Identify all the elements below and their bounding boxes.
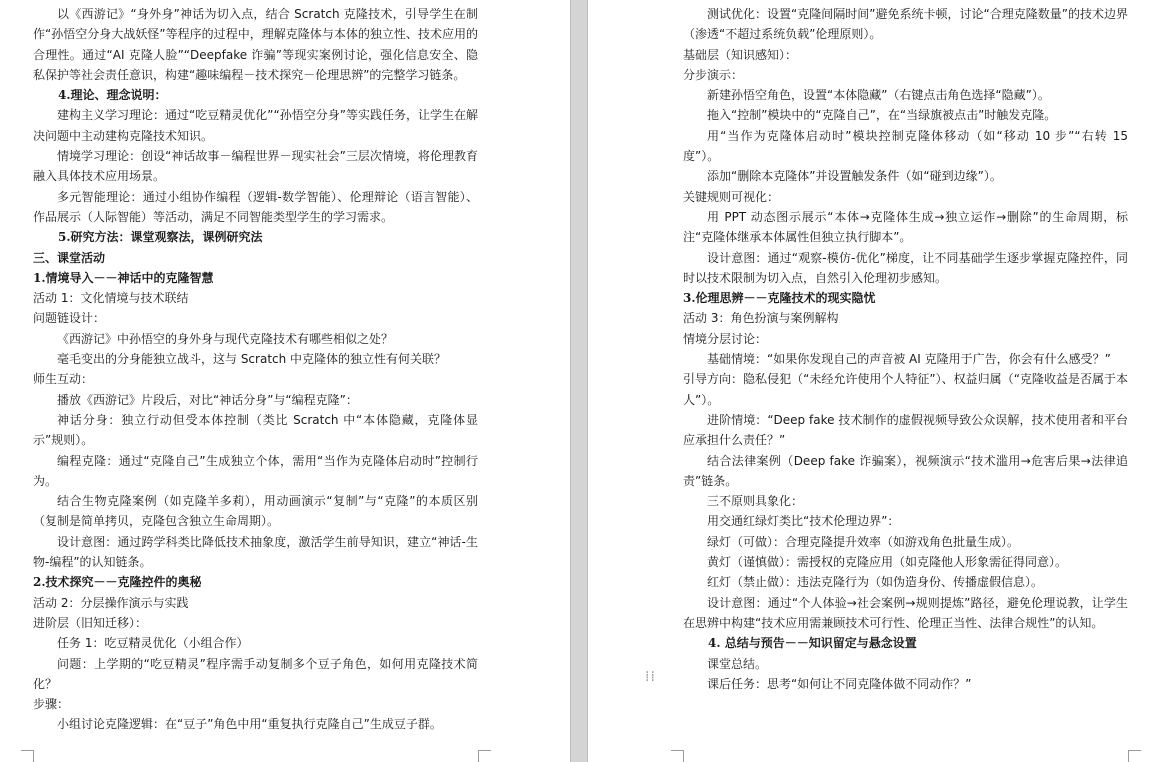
paragraph: 绿灯（可做）：合理克隆提升效率（如游戏角色批量生成）。 bbox=[707, 534, 1020, 549]
section-heading: 5.研究方法：课堂观察法，课例研究法 bbox=[58, 230, 263, 245]
paragraph: 步骤： bbox=[33, 697, 70, 712]
paragraph: 活动 1：文化情境与技术联结 bbox=[33, 291, 189, 306]
crop-mark bbox=[21, 750, 34, 762]
paragraph: 情境分层讨论： bbox=[683, 331, 768, 346]
paragraph: 设计意图：通过跨学科类比降低技术抽象度，激活学生前导知识，建立“神话-生物-编程”的认知链条。 bbox=[33, 534, 478, 570]
paragraph: 进阶情境：“Deep fake 技术制作的虚假视频导致公众误解，技术使用者和平台应承担什么责任？” bbox=[683, 412, 1128, 448]
paragraph: 编程克隆：通过“克隆自己”生成独立个体，需用“当作为克隆体启动时”控制行为。 bbox=[33, 453, 478, 488]
paragraph: 结合法律案例（Deep fake 诈骗案），视频演示“技术滥用→危害后果→法律追责”链条。 bbox=[683, 453, 1128, 488]
paragraph: 多元智能理论：通过小组协作编程（逻辑-数学智能）、伦理辩论（语言智能）、作品展示（人际智能）等活动，满足不同智能类型学生的学习需求。 bbox=[33, 189, 478, 224]
paragraph: 课堂总结。 bbox=[707, 656, 768, 671]
paragraph: 三不原则具象化： bbox=[707, 494, 804, 509]
paragraph: 关键规则可视化： bbox=[683, 189, 780, 204]
paragraph: 建构主义学习理论：通过“吃豆精灵优化”“孙悟空分身”等实践任务，让学生在解决问题中主动建构克隆技术知识。 bbox=[33, 108, 478, 143]
paragraph: 新建孙悟空角色，设置“本体隐藏”（右键点击角色选择“隐藏”）。 bbox=[707, 88, 1050, 103]
crop-mark bbox=[478, 750, 491, 762]
page-gutter bbox=[570, 0, 588, 762]
paragraph: 设计意图：通过“个人体验→社会案例→规则提炼”路径，避免伦理说教，让学生在思辨中构建“技术应用需兼顾技术可行性、伦理正当性、法律合规性”的认知。 bbox=[683, 595, 1128, 630]
section-heading: 1.情境导入－－神话中的克隆智慧 bbox=[33, 270, 214, 285]
paragraph: 拖入“控制”模块中的“克隆自己”，在“当绿旗被点击”时触发克隆。 bbox=[707, 108, 1057, 123]
paragraph: 活动 2：分层操作演示与实践 bbox=[33, 595, 189, 610]
paragraph: 引导方向：隐私侵犯（“未经允许使用个人特征”）、权益归属（“克隆收益是否属于本人”）。 bbox=[683, 372, 1128, 407]
document-page-right bbox=[588, 0, 1175, 762]
paragraph: 结合生物克隆案例（如克隆羊多莉），用动画演示“复制”与“克隆”的本质区别（复制是简单拷贝，克隆包含独立生命周期）。 bbox=[33, 494, 478, 529]
paragraph: 毫毛变出的分身能独立战斗，这与 Scratch 中克隆体的独立性有何关联？ bbox=[57, 352, 447, 367]
paragraph: 播放《西游记》片段后，对比“神话分身”与“编程克隆”： bbox=[57, 392, 358, 407]
paragraph: 以《西游记》“身外身”神话为切入点，结合 Scratch 克隆技术，引导学生在制作“孙悟空分身大战妖怪”等程序的过程中，理解克隆体与本体的独立性、技术应用的合理性。通过“AI 克隆人脸”“Deepfake 诈骗”等现实案例讨论，强化信息安全、隐私保护等社会责任意识，构建“趣味编程－技术探究－伦理思辨”的完整学习链条。 bbox=[33, 7, 478, 82]
paragraph: 黄灯（谨慎做）：需授权的克隆应用（如克隆他人形象需征得同意）。 bbox=[707, 555, 1068, 570]
paragraph: 基础层（知识感知）： bbox=[683, 47, 798, 62]
paragraph: 课后任务：思考“如何让不同克隆体做不同动作？” bbox=[707, 676, 972, 691]
paragraph: 小组讨论克隆逻辑：在“豆子”角色中用“重复执行克隆自己”生成豆子群。 bbox=[57, 717, 442, 732]
section-heading: 4. 总结与预告－－知识留定与悬念设置 bbox=[708, 636, 917, 651]
paragraph: 神话分身：独立行动但受本体控制（类比 Scratch 中“本体隐藏，克隆体显示”规则）。 bbox=[33, 412, 478, 448]
drag-handle-icon[interactable]: ⁞⁞ bbox=[645, 669, 656, 685]
paragraph: 测试优化：设置“克隆间隔时间”避免系统卡顿，讨论“合理克隆数量”的技术边界（渗透“不超过系统负载”伦理原则）。 bbox=[683, 7, 1128, 42]
paragraph: 任务 1：吃豆精灵优化（小组合作） bbox=[57, 636, 249, 651]
document-page-left bbox=[0, 0, 570, 762]
paragraph: 添加“删除本克隆体”并设置触发条件（如“碰到边缘”）。 bbox=[707, 169, 1002, 184]
section-heading: 2.技术探究－－克隆控件的奥秘 bbox=[33, 575, 202, 590]
paragraph: 用 PPT 动态图示展示“本体→克隆体生成→独立运作→删除”的生命周期，标注“克隆体继承本体属性但独立执行脚本”。 bbox=[683, 209, 1128, 245]
paragraph: 设计意图：通过“观察-模仿-优化”梯度，让不同基础学生逐步掌握克隆控件，同时以技术限制为切入点，自然引入伦理初步感知。 bbox=[683, 250, 1128, 285]
paragraph: 《西游记》中孙悟空的身外身与现代克隆技术有哪些相似之处？ bbox=[57, 331, 394, 346]
paragraph: 情境学习理论：创设“神话故事－编程世界－现实社会”三层次情境，将伦理教育融入具体技术应用场景。 bbox=[33, 149, 478, 184]
page-body-left bbox=[33, 4, 478, 735]
paragraph: 活动 3：角色扮演与案例解构 bbox=[683, 311, 839, 326]
section-heading: 3.伦理思辨－－克隆技术的现实隐忧 bbox=[683, 291, 876, 306]
paragraph: 分步演示： bbox=[683, 67, 744, 82]
section-heading: 三、课堂活动 bbox=[33, 250, 106, 265]
paragraph: 师生互动： bbox=[33, 372, 94, 387]
paragraph: 用“当作为克隆体启动时”模块控制克隆体移动（如“移动 10 步”“右转 15 度”）。 bbox=[683, 128, 1128, 164]
paragraph: 问题：上学期的“吃豆精灵”程序需手动复制多个豆子角色，如何用克隆技术简化？ bbox=[33, 656, 478, 691]
paragraph: 问题链设计： bbox=[33, 311, 106, 326]
paragraph: 红灯（禁止做）：违法克隆行为（如伪造身份、传播虚假信息）。 bbox=[707, 575, 1044, 590]
section-heading: 4.理论、理念说明： bbox=[58, 88, 167, 103]
crop-mark bbox=[671, 750, 684, 762]
paragraph: 进阶层（旧知迁移）： bbox=[33, 615, 148, 630]
paragraph: 用交通红绿灯类比“技术伦理边界”： bbox=[707, 514, 900, 529]
page-body-right bbox=[683, 4, 1128, 694]
crop-mark bbox=[1128, 750, 1141, 762]
paragraph: 基础情境：“如果你发现自己的声音被 AI 克隆用于广告，你会有什么感受？” bbox=[707, 352, 1111, 367]
